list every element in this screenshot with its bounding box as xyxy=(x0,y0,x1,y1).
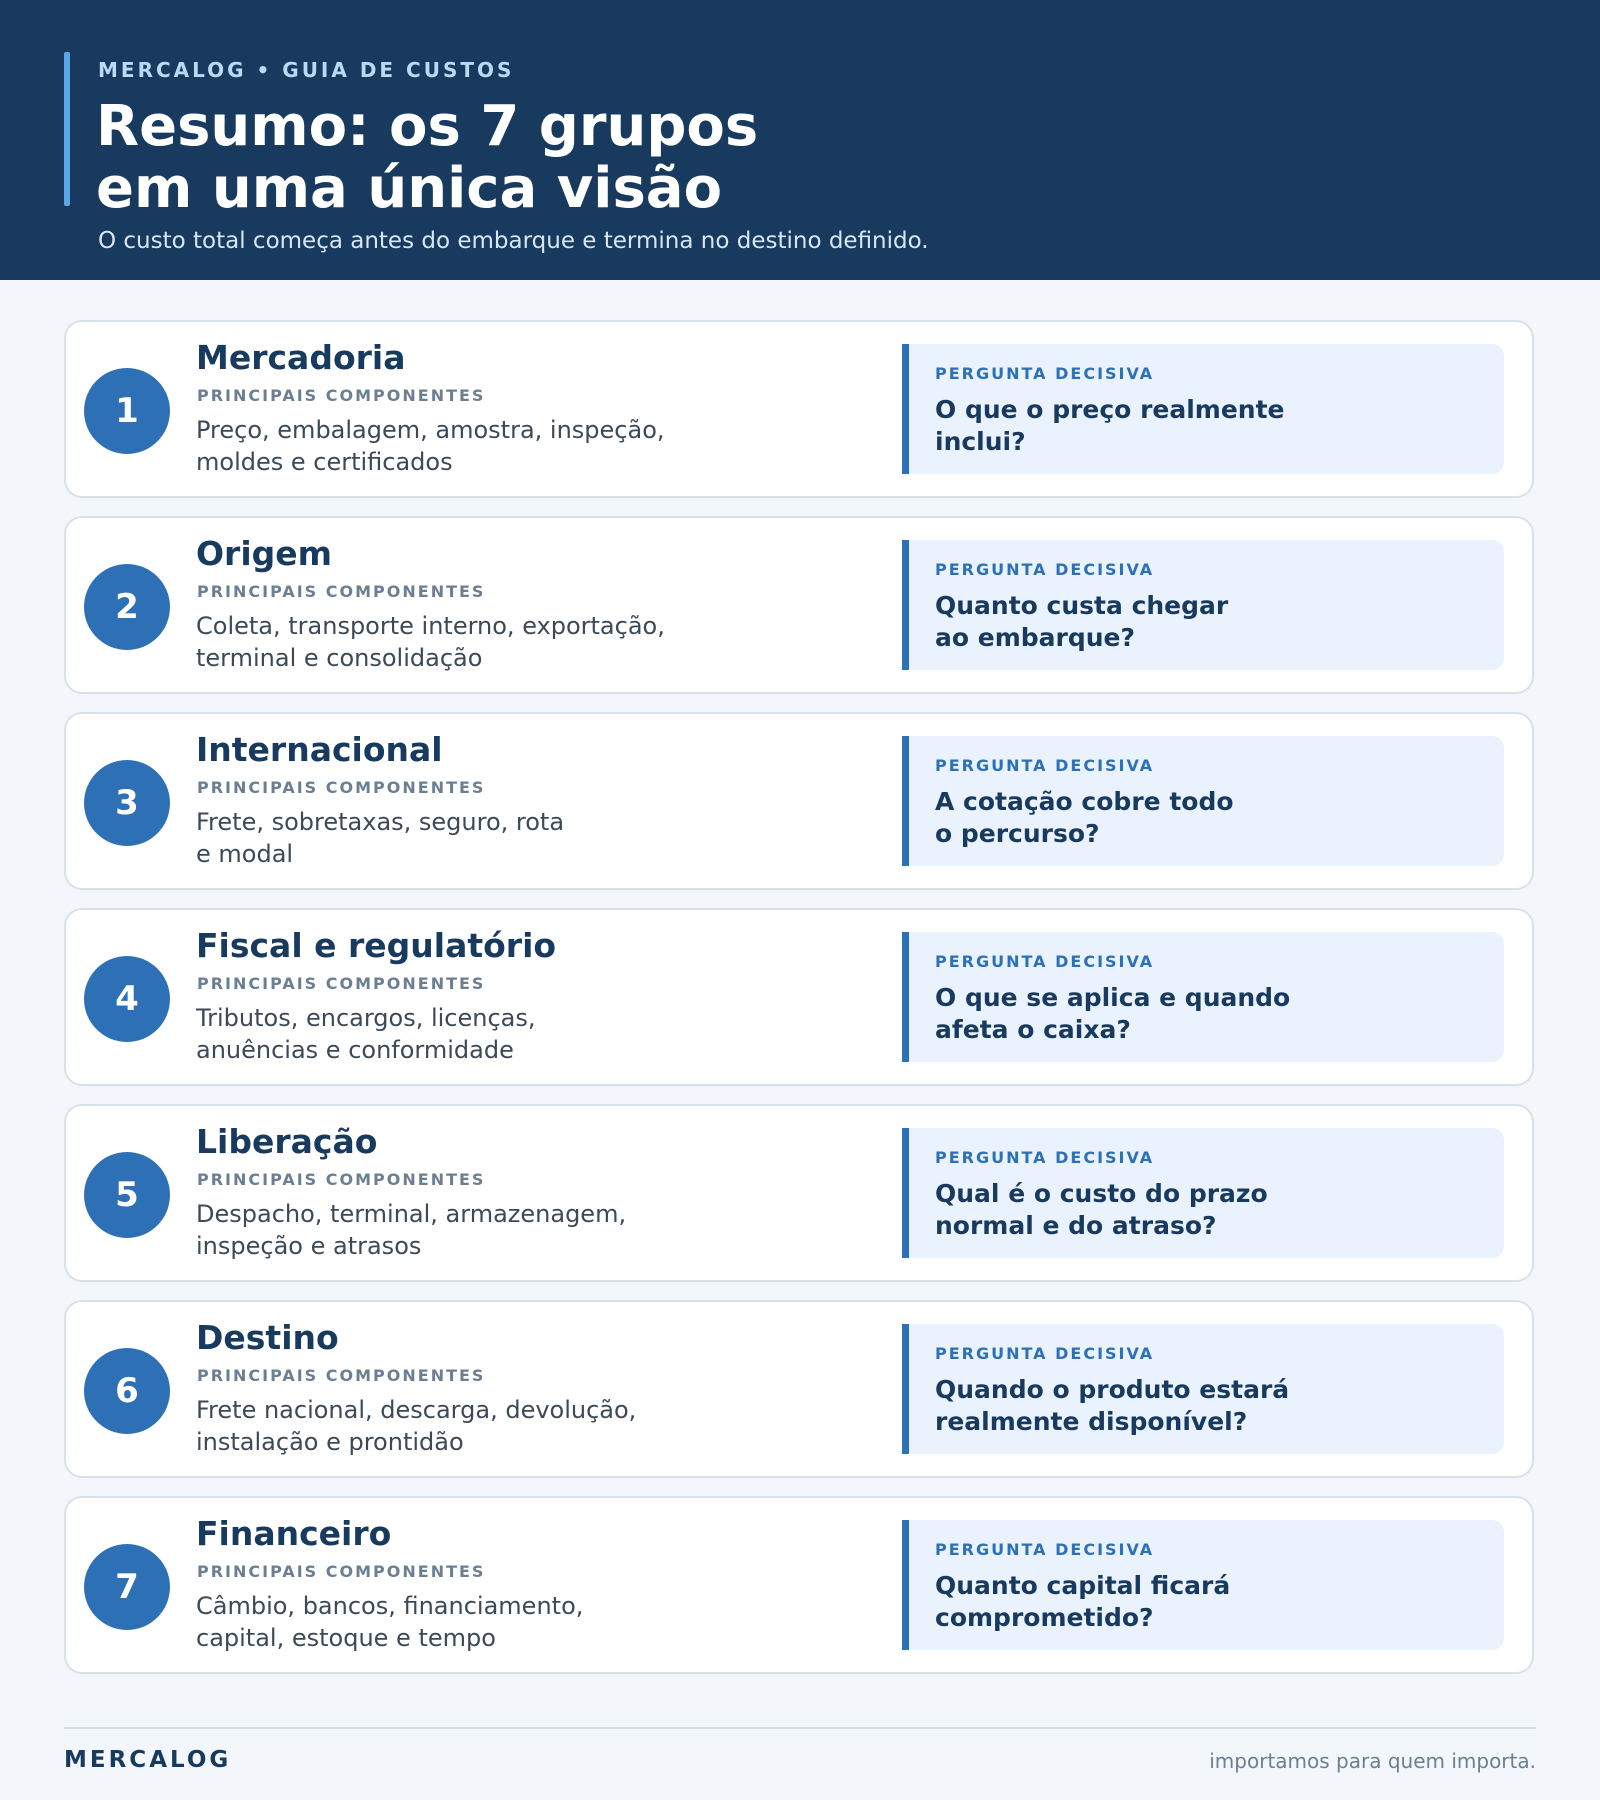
question-text xyxy=(935,786,1234,850)
components-line: Preço, embalagem, amostra, inspeção, xyxy=(196,416,665,444)
group-card-4 xyxy=(64,908,1534,1086)
group-card-7 xyxy=(64,1496,1534,1674)
components-text xyxy=(196,1002,716,1066)
decisive-question-box xyxy=(902,1128,1504,1258)
components-text xyxy=(196,1590,716,1654)
question-line: comprometido? xyxy=(935,1603,1154,1632)
components-line: Despacho, terminal, armazenagem, xyxy=(196,1200,627,1228)
components-line: Câmbio, bancos, financiamento, xyxy=(196,1592,584,1620)
footer-divider xyxy=(64,1727,1536,1729)
components-label: PRINCIPAIS COMPONENTES xyxy=(197,1562,486,1581)
components-label: PRINCIPAIS COMPONENTES xyxy=(197,1170,486,1189)
decisive-question-box xyxy=(902,344,1504,474)
question-line: afeta o caixa? xyxy=(935,1015,1131,1044)
question-line: Quando o produto estará xyxy=(935,1375,1290,1404)
question-text xyxy=(935,394,1285,458)
group-number-badge: 6 xyxy=(84,1348,170,1434)
components-line: e modal xyxy=(196,840,294,868)
components-line: capital, estoque e tempo xyxy=(196,1624,496,1652)
footer-tagline: importamos para quem importa. xyxy=(1209,1749,1536,1773)
question-label: PERGUNTA DECISIVA xyxy=(935,952,1155,971)
group-card-2 xyxy=(64,516,1534,694)
decisive-question-box xyxy=(902,1520,1504,1650)
components-line: Coleta, transporte interno, exportação, xyxy=(196,612,665,640)
question-text xyxy=(935,1374,1289,1438)
question-label: PERGUNTA DECISIVA xyxy=(935,1148,1155,1167)
group-card-6 xyxy=(64,1300,1534,1478)
components-text xyxy=(196,610,716,674)
group-title: Liberação xyxy=(196,1122,378,1161)
components-line: Frete, sobretaxas, seguro, rota xyxy=(196,808,565,836)
question-label: PERGUNTA DECISIVA xyxy=(935,1540,1155,1559)
decisive-question-box xyxy=(902,736,1504,866)
components-text xyxy=(196,1394,716,1458)
question-line: realmente disponível? xyxy=(935,1407,1248,1436)
question-line: ao embarque? xyxy=(935,623,1135,652)
header-accent-bar xyxy=(64,52,70,206)
question-line: Quanto capital ficará xyxy=(935,1571,1231,1600)
page-header xyxy=(0,0,1600,280)
question-label: PERGUNTA DECISIVA xyxy=(935,364,1155,383)
group-number-badge: 3 xyxy=(84,760,170,846)
page-title-line-2: em uma única visão xyxy=(96,156,723,221)
components-line: terminal e consolidação xyxy=(196,644,483,672)
question-text xyxy=(935,982,1290,1046)
question-line: inclui? xyxy=(935,427,1026,456)
question-label: PERGUNTA DECISIVA xyxy=(935,560,1155,579)
question-text xyxy=(935,1570,1230,1634)
page-title-line-1: Resumo: os 7 grupos xyxy=(96,94,759,159)
group-title: Mercadoria xyxy=(196,338,406,377)
components-line: moldes e certificados xyxy=(196,448,453,476)
components-text xyxy=(196,806,716,870)
group-card-1 xyxy=(64,320,1534,498)
decisive-question-box xyxy=(902,1324,1504,1454)
components-label: PRINCIPAIS COMPONENTES xyxy=(197,582,486,601)
components-line: instalação e prontidão xyxy=(196,1428,464,1456)
group-title: Destino xyxy=(196,1318,339,1357)
decisive-question-box xyxy=(902,540,1504,670)
group-title: Internacional xyxy=(196,730,443,769)
group-title: Financeiro xyxy=(196,1514,392,1553)
question-text xyxy=(935,590,1228,654)
question-line: Quanto custa chegar xyxy=(935,591,1229,620)
group-number-badge: 5 xyxy=(84,1152,170,1238)
group-card-5 xyxy=(64,1104,1534,1282)
question-label: PERGUNTA DECISIVA xyxy=(935,1344,1155,1363)
question-label: PERGUNTA DECISIVA xyxy=(935,756,1155,775)
question-line: Qual é o custo do prazo xyxy=(935,1179,1268,1208)
components-line: anuências e conformidade xyxy=(196,1036,514,1064)
question-text xyxy=(935,1178,1268,1242)
components-line: Tributos, encargos, licenças, xyxy=(196,1004,536,1032)
group-title: Origem xyxy=(196,534,333,573)
group-number-badge: 7 xyxy=(84,1544,170,1630)
group-number-badge: 4 xyxy=(84,956,170,1042)
components-text xyxy=(196,414,716,478)
components-text xyxy=(196,1198,716,1262)
group-card-3 xyxy=(64,712,1534,890)
page-subtitle: O custo total começa antes do embarque e termina no destino definido. xyxy=(98,228,929,254)
group-number-badge: 1 xyxy=(84,368,170,454)
decisive-question-box xyxy=(902,932,1504,1062)
group-title: Fiscal e regulatório xyxy=(196,926,557,965)
components-line: inspeção e atrasos xyxy=(196,1232,422,1260)
page-title xyxy=(96,96,758,220)
components-label: PRINCIPAIS COMPONENTES xyxy=(197,974,486,993)
footer-brand: MERCALOG xyxy=(64,1747,232,1773)
question-line: O que o preço realmente xyxy=(935,395,1285,424)
question-line: A cotação cobre todo xyxy=(935,787,1234,816)
question-line: normal e do atraso? xyxy=(935,1211,1217,1240)
components-label: PRINCIPAIS COMPONENTES xyxy=(197,1366,486,1385)
brand-line: MERCALOG • GUIA DE CUSTOS xyxy=(98,58,515,82)
group-number-badge: 2 xyxy=(84,564,170,650)
components-label: PRINCIPAIS COMPONENTES xyxy=(197,386,486,405)
question-line: O que se aplica e quando xyxy=(935,983,1291,1012)
components-line: Frete nacional, descarga, devolução, xyxy=(196,1396,637,1424)
components-label: PRINCIPAIS COMPONENTES xyxy=(197,778,486,797)
question-line: o percurso? xyxy=(935,819,1100,848)
